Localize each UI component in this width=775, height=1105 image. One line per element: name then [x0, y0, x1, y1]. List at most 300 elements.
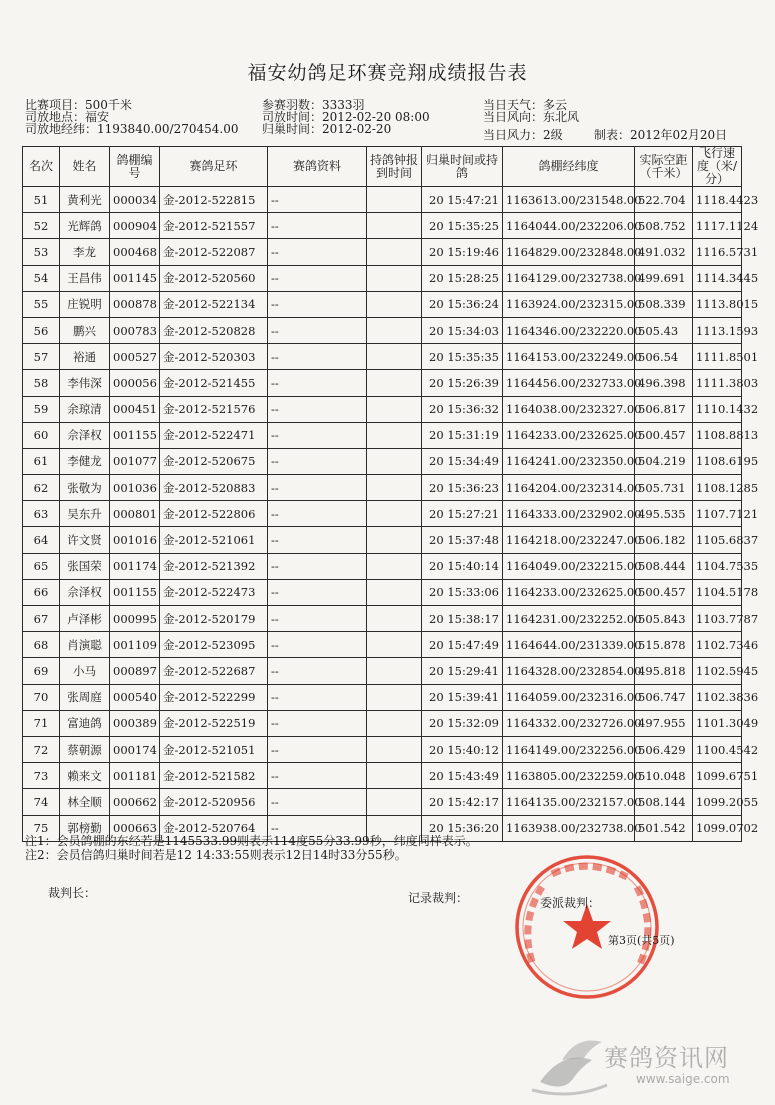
cell-time: 20 15:43:49	[422, 763, 503, 789]
cell-loft: 001036	[110, 475, 160, 501]
table-row	[23, 789, 742, 815]
cell-dist: 504.219	[635, 448, 693, 474]
cell-loft: 000174	[110, 736, 160, 762]
cell-loft: 000801	[110, 501, 160, 527]
report-title: 福安幼鸽足环赛竞翔成绩报告表	[247, 62, 528, 84]
release-coords-line	[25, 123, 238, 135]
cell-ring: 金-2012-521576	[160, 396, 268, 422]
recorder-signature: 记录裁判：	[408, 891, 469, 905]
cell-ring: 金-2012-522134	[160, 291, 268, 317]
cell-coords: 1164333.00/232902.00	[503, 501, 635, 527]
cell-ring: 金-2012-521582	[160, 763, 268, 789]
cell-info: --	[268, 422, 367, 448]
made-line	[594, 129, 727, 141]
cell-time: 20 15:33:06	[422, 579, 503, 605]
cell-name: 鹏兴	[60, 317, 110, 343]
table-row	[23, 291, 742, 317]
cell-ring: 金-2012-521455	[160, 370, 268, 396]
cell-info: --	[268, 475, 367, 501]
cell-info: --	[268, 291, 367, 317]
cell-dist: 499.691	[635, 265, 693, 291]
cell-ring: 金-2012-522471	[160, 422, 268, 448]
cell-time: 20 15:36:24	[422, 291, 503, 317]
cell-name: 光辉鸽	[60, 213, 110, 239]
cell-loft: 001155	[110, 579, 160, 605]
cell-clock	[367, 763, 422, 789]
col-loft: 鸽棚编号	[110, 147, 160, 187]
cell-name: 王昌伟	[60, 265, 110, 291]
cell-loft: 001155	[110, 422, 160, 448]
col-dist: 实际空距（千米）	[635, 147, 693, 187]
cell-coords: 1164456.00/232733.00	[503, 370, 635, 396]
cell-clock	[367, 579, 422, 605]
cell-dist: 506.817	[635, 396, 693, 422]
cell-time: 20 15:19:46	[422, 239, 503, 265]
cell-rank: 57	[23, 344, 60, 370]
cell-coords: 1164049.00/232215.00	[503, 553, 635, 579]
cell-loft: 001181	[110, 763, 160, 789]
cell-info: --	[268, 344, 367, 370]
cell-time: 20 15:36:20	[422, 815, 503, 841]
cell-speed: 1113.8015	[693, 291, 742, 317]
cell-clock	[367, 317, 422, 343]
col-coords: 鸽棚经纬度	[503, 147, 635, 187]
cell-ring: 金-2012-521557	[160, 213, 268, 239]
cell-info: --	[268, 213, 367, 239]
cell-speed: 1100.4542	[693, 736, 742, 762]
entries-label: 参赛羽数：	[262, 98, 323, 112]
cell-coords: 1163924.00/232315.00	[503, 291, 635, 317]
cell-ring: 金-2012-521051	[160, 736, 268, 762]
cell-loft: 000451	[110, 396, 160, 422]
release-coords-label: 司放地经纬：	[25, 122, 98, 136]
cell-rank: 53	[23, 239, 60, 265]
cell-speed: 1111.8501	[693, 344, 742, 370]
cell-dist: 500.457	[635, 579, 693, 605]
cell-time: 20 15:39:41	[422, 684, 503, 710]
cell-coords: 1164059.00/232316.00	[503, 684, 635, 710]
cell-name: 裕通	[60, 344, 110, 370]
cell-ring: 金-2012-520303	[160, 344, 268, 370]
cell-dist: 510.048	[635, 763, 693, 789]
wind-dir-label: 当日风向：	[483, 110, 544, 124]
cell-rank: 68	[23, 632, 60, 658]
cell-clock	[367, 475, 422, 501]
cell-coords: 1164231.00/232252.00	[503, 606, 635, 632]
cell-info: --	[268, 736, 367, 762]
cell-name: 肖演聪	[60, 632, 110, 658]
cell-dist: 497.955	[635, 710, 693, 736]
cell-rank: 72	[23, 736, 60, 762]
wind-dir-value: 东北风	[543, 110, 580, 124]
table-row	[23, 239, 742, 265]
cell-ring: 金-2012-522087	[160, 239, 268, 265]
note-2: 注2：会员信鸽归巢时间若是12 14:33:55则表示12日14时33分55秒。	[25, 848, 407, 862]
cell-rank: 55	[23, 291, 60, 317]
weather-value: 多云	[543, 98, 568, 112]
cell-clock	[367, 213, 422, 239]
cell-loft: 000663	[110, 815, 160, 841]
cell-ring: 金-2012-520179	[160, 606, 268, 632]
dispatch-signature: 委派裁判：	[540, 896, 601, 910]
cell-clock	[367, 501, 422, 527]
cell-name: 小马	[60, 658, 110, 684]
return-date-label: 归巢时间：	[262, 122, 323, 136]
cell-coords: 1164233.00/232625.00	[503, 579, 635, 605]
release-place-label: 司放地点：	[25, 110, 86, 124]
cell-info: --	[268, 239, 367, 265]
watermark-url: www.saige.com	[636, 1072, 730, 1086]
cell-ring: 金-2012-522299	[160, 684, 268, 710]
cell-name: 张国荣	[60, 553, 110, 579]
cell-time: 20 15:40:14	[422, 553, 503, 579]
cell-speed: 1110.1432	[693, 396, 742, 422]
table-row	[23, 344, 742, 370]
cell-speed: 1105.6837	[693, 527, 742, 553]
cell-coords: 1163938.00/232738.00	[503, 815, 635, 841]
cell-rank: 61	[23, 448, 60, 474]
cell-coords: 1164829.00/232848.00	[503, 239, 635, 265]
cell-time: 20 15:31:19	[422, 422, 503, 448]
weather-label: 当日天气：	[483, 98, 544, 112]
cell-speed: 1107.7121	[693, 501, 742, 527]
page-number: 第3页(共5页)	[608, 934, 675, 947]
cell-speed: 1099.2055	[693, 789, 742, 815]
cell-rank: 66	[23, 579, 60, 605]
cell-clock	[367, 736, 422, 762]
cell-speed: 1117.1124	[693, 213, 742, 239]
cell-rank: 62	[23, 475, 60, 501]
table-row	[23, 370, 742, 396]
cell-dist: 508.144	[635, 789, 693, 815]
cell-rank: 52	[23, 213, 60, 239]
cell-dist: 506.747	[635, 684, 693, 710]
event-value: 500千米	[85, 98, 132, 112]
cell-speed: 1111.3803	[693, 370, 742, 396]
cell-ring: 金-2012-522806	[160, 501, 268, 527]
cell-loft: 000995	[110, 606, 160, 632]
cell-dist: 508.752	[635, 213, 693, 239]
cell-rank: 63	[23, 501, 60, 527]
cell-info: --	[268, 632, 367, 658]
cell-coords: 1164644.00/231339.00	[503, 632, 635, 658]
cell-dist: 491.032	[635, 239, 693, 265]
cell-name: 郭榜勤	[60, 815, 110, 841]
cell-dist: 515.878	[635, 632, 693, 658]
cell-speed: 1099.6751	[693, 763, 742, 789]
cell-coords: 1163805.00/232259.00	[503, 763, 635, 789]
cell-dist: 505.43	[635, 317, 693, 343]
cell-time: 20 15:27:21	[422, 501, 503, 527]
cell-loft: 000897	[110, 658, 160, 684]
table-row	[23, 658, 742, 684]
cell-rank: 70	[23, 684, 60, 710]
cell-coords: 1164135.00/232157.00	[503, 789, 635, 815]
cell-dist: 505.731	[635, 475, 693, 501]
cell-speed: 1104.5178	[693, 579, 742, 605]
cell-speed: 1104.7535	[693, 553, 742, 579]
cell-clock	[367, 422, 422, 448]
col-ring: 赛鸽足环	[160, 147, 268, 187]
note-1: 注1：会员鸽棚的东经若是1145533.99则表示114度55分33.99秒，纬度同样表示。	[25, 834, 478, 848]
cell-info: --	[268, 763, 367, 789]
release-place-value: 福安	[85, 110, 110, 124]
cell-info: --	[268, 317, 367, 343]
table-header	[23, 147, 742, 187]
cell-ring: 金-2012-522473	[160, 579, 268, 605]
cell-info: --	[268, 501, 367, 527]
cell-dist: 496.398	[635, 370, 693, 396]
cell-dist: 522.704	[635, 187, 693, 213]
table-row	[23, 527, 742, 553]
cell-clock	[367, 710, 422, 736]
cell-name: 林全顺	[60, 789, 110, 815]
cell-name: 李健龙	[60, 448, 110, 474]
return-date-value: 2012-02-20	[322, 122, 392, 136]
cell-rank: 69	[23, 658, 60, 684]
cell-name: 吴东升	[60, 501, 110, 527]
cell-name: 李龙	[60, 239, 110, 265]
event-label: 比赛项目：	[25, 98, 86, 112]
table-row	[23, 736, 742, 762]
cell-ring: 金-2012-523095	[160, 632, 268, 658]
cell-speed: 1114.3445	[693, 265, 742, 291]
cell-loft: 000468	[110, 239, 160, 265]
cell-dist: 506.182	[635, 527, 693, 553]
made-label: 制表：	[594, 128, 631, 142]
cell-info: --	[268, 815, 367, 841]
cell-rank: 54	[23, 265, 60, 291]
cell-loft: 000056	[110, 370, 160, 396]
cell-dist: 500.457	[635, 422, 693, 448]
table-row	[23, 422, 742, 448]
cell-ring: 金-2012-520560	[160, 265, 268, 291]
watermark-text: 赛鸽资讯网	[604, 1044, 729, 1072]
cell-time: 20 15:42:17	[422, 789, 503, 815]
cell-ring: 金-2012-520956	[160, 789, 268, 815]
cell-name: 张周庭	[60, 684, 110, 710]
cell-rank: 60	[23, 422, 60, 448]
table-row	[23, 501, 742, 527]
wind-dir-line	[483, 111, 579, 123]
cell-time: 20 15:38:17	[422, 606, 503, 632]
cell-loft: 000527	[110, 344, 160, 370]
cell-coords: 1164149.00/232256.00	[503, 736, 635, 762]
cell-time: 20 15:36:32	[422, 396, 503, 422]
cell-ring: 金-2012-522519	[160, 710, 268, 736]
release-coords-value: 1193840.00/270454.00	[97, 122, 239, 136]
cell-speed: 1103.7787	[693, 606, 742, 632]
cell-coords: 1164129.00/232738.00	[503, 265, 635, 291]
cell-info: --	[268, 396, 367, 422]
cell-info: --	[268, 684, 367, 710]
cell-clock	[367, 789, 422, 815]
cell-info: --	[268, 187, 367, 213]
cell-loft: 001174	[110, 553, 160, 579]
cell-name: 富迪鸽	[60, 710, 110, 736]
cell-info: --	[268, 606, 367, 632]
cell-dist: 495.535	[635, 501, 693, 527]
cell-name: 赖来文	[60, 763, 110, 789]
cell-ring: 金-2012-522815	[160, 187, 268, 213]
cell-rank: 74	[23, 789, 60, 815]
cell-name: 佘泽权	[60, 579, 110, 605]
cell-time: 20 15:47:49	[422, 632, 503, 658]
table-row	[23, 632, 742, 658]
cell-loft: 000783	[110, 317, 160, 343]
cell-loft: 001077	[110, 448, 160, 474]
return-date-line	[262, 123, 391, 135]
results-table	[22, 146, 759, 842]
cell-rank: 58	[23, 370, 60, 396]
table-row	[23, 187, 742, 213]
col-name: 姓名	[60, 147, 110, 187]
cell-time: 20 15:34:03	[422, 317, 503, 343]
cell-info: --	[268, 658, 367, 684]
cell-time: 20 15:26:39	[422, 370, 503, 396]
cell-rank: 64	[23, 527, 60, 553]
wind-force-line	[483, 129, 563, 141]
cell-speed: 1108.1285	[693, 475, 742, 501]
cell-coords: 1164233.00/232625.00	[503, 422, 635, 448]
wind-force-label: 当日风力：	[483, 128, 544, 142]
col-speed: 飞行速度（米/分）	[693, 147, 742, 187]
cell-speed: 1102.7346	[693, 632, 742, 658]
cell-dist: 505.843	[635, 606, 693, 632]
referee-signature: 裁判长：	[48, 886, 97, 900]
cell-coords: 1164153.00/232249.00	[503, 344, 635, 370]
col-clock: 持鸽钟报到时间	[367, 147, 422, 187]
cell-rank: 67	[23, 606, 60, 632]
cell-dist: 508.444	[635, 553, 693, 579]
wind-force-value: 2级	[543, 128, 563, 142]
cell-info: --	[268, 265, 367, 291]
cell-clock	[367, 187, 422, 213]
cell-info: --	[268, 710, 367, 736]
cell-time: 20 15:36:23	[422, 475, 503, 501]
cell-clock	[367, 553, 422, 579]
cell-rank: 51	[23, 187, 60, 213]
cell-speed: 1118.4423	[693, 187, 742, 213]
table-row	[23, 265, 742, 291]
cell-loft: 001109	[110, 632, 160, 658]
cell-coords: 1164218.00/232247.00	[503, 527, 635, 553]
cell-clock	[367, 527, 422, 553]
cell-info: --	[268, 370, 367, 396]
cell-clock	[367, 370, 422, 396]
cell-clock	[367, 448, 422, 474]
cell-speed: 1108.8813	[693, 422, 742, 448]
cell-loft: 001145	[110, 265, 160, 291]
cell-ring: 金-2012-520675	[160, 448, 268, 474]
cell-speed: 1099.0702	[693, 815, 742, 841]
cell-time: 20 15:37:48	[422, 527, 503, 553]
cell-time: 20 15:47:21	[422, 187, 503, 213]
cell-coords: 1164332.00/232726.00	[503, 710, 635, 736]
table-row	[23, 553, 742, 579]
col-info: 赛鸽资料	[268, 147, 367, 187]
table-row	[23, 710, 742, 736]
cell-speed: 1102.5945	[693, 658, 742, 684]
table-body	[23, 187, 759, 842]
release-time-label: 司放时间：	[262, 110, 323, 124]
cell-coords: 1164346.00/232220.00	[503, 317, 635, 343]
cell-name: 卢泽彬	[60, 606, 110, 632]
table-row	[23, 213, 742, 239]
made-date: 2012年02月20日	[630, 128, 728, 142]
cell-dist: 506.54	[635, 344, 693, 370]
cell-time: 20 15:28:25	[422, 265, 503, 291]
cell-clock	[367, 265, 422, 291]
cell-name: 庄锐明	[60, 291, 110, 317]
cell-ring: 金-2012-522687	[160, 658, 268, 684]
cell-dist: 501.542	[635, 815, 693, 841]
cell-coords: 1164328.00/232854.00	[503, 658, 635, 684]
cell-coords: 1164241.00/232350.00	[503, 448, 635, 474]
cell-ring: 金-2012-520764	[160, 815, 268, 841]
cell-clock	[367, 606, 422, 632]
notes	[25, 834, 478, 862]
cell-speed: 1102.3836	[693, 684, 742, 710]
col-time: 归巢时间或持鸽	[422, 147, 503, 187]
cell-coords: 1164038.00/232327.00	[503, 396, 635, 422]
cell-info: --	[268, 789, 367, 815]
table-row	[23, 317, 742, 343]
cell-info: --	[268, 553, 367, 579]
cell-time: 20 15:40:12	[422, 736, 503, 762]
cell-rank: 75	[23, 815, 60, 841]
cell-speed: 1101.3049	[693, 710, 742, 736]
cell-coords: 1164204.00/232314.00	[503, 475, 635, 501]
table-row	[23, 448, 742, 474]
cell-info: --	[268, 527, 367, 553]
cell-name: 许文贤	[60, 527, 110, 553]
cell-loft: 000878	[110, 291, 160, 317]
cell-coords: 1163613.00/231548.00	[503, 187, 635, 213]
cell-speed: 1108.6195	[693, 448, 742, 474]
table-row	[23, 763, 742, 789]
cell-loft: 000904	[110, 213, 160, 239]
cell-rank: 65	[23, 553, 60, 579]
cell-ring: 金-2012-520828	[160, 317, 268, 343]
cell-time: 20 15:35:25	[422, 213, 503, 239]
table-row	[23, 684, 742, 710]
cell-loft: 001016	[110, 527, 160, 553]
cell-clock	[367, 684, 422, 710]
cell-name: 佘泽权	[60, 422, 110, 448]
cell-clock	[367, 344, 422, 370]
cell-rank: 71	[23, 710, 60, 736]
cell-speed: 1116.5731	[693, 239, 742, 265]
table-row	[23, 579, 742, 605]
cell-name: 李伟深	[60, 370, 110, 396]
cell-dist: 495.818	[635, 658, 693, 684]
cell-speed: 1113.1593	[693, 317, 742, 343]
cell-coords: 1164044.00/232206.00	[503, 213, 635, 239]
official-seal-icon	[512, 852, 662, 1002]
cell-loft: 000389	[110, 710, 160, 736]
cell-rank: 59	[23, 396, 60, 422]
entries-value: 3333羽	[322, 98, 365, 112]
table-row	[23, 606, 742, 632]
cell-info: --	[268, 448, 367, 474]
cell-ring: 金-2012-521392	[160, 553, 268, 579]
cell-time: 20 15:34:49	[422, 448, 503, 474]
cell-info: --	[268, 579, 367, 605]
cell-name: 蔡朝源	[60, 736, 110, 762]
col-rank: 名次	[23, 147, 60, 187]
cell-name: 黄利光	[60, 187, 110, 213]
